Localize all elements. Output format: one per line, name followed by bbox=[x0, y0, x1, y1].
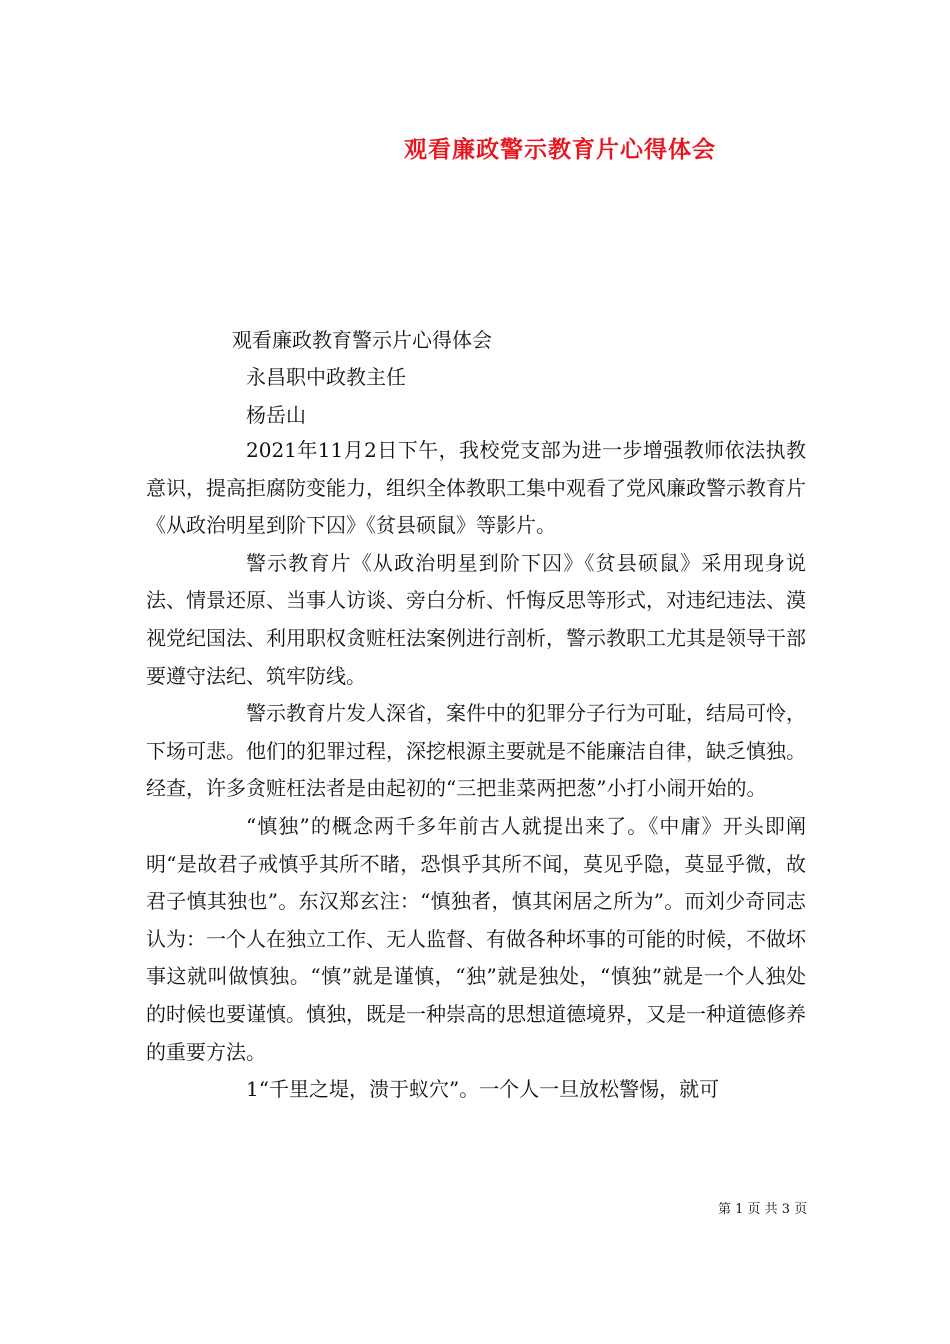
author-name: 杨岳山 bbox=[246, 403, 306, 427]
paragraph: 警示教育片发人深省，案件中的犯罪分子行为可耻，结局可怜，下场可悲。他们的犯罪过程，深挖根源主要就是不能廉洁自律，缺乏慎独。经查，许多贪赃枉法者是由起初的“三把韭菜两把葱”小打小闹开始的。 bbox=[146, 701, 806, 801]
paragraph: 警示教育片《从政治明星到阶下囚》《贫县硕鼠》采用现身说法、情景还原、当事人访谈、旁白分析、忏悔反思等形式，对违纪违法、漠视党纪国法、利用职权贪赃枉法案例进行剖析，警示教职工尤其是领导干部要遵守法纪、筑牢防线。 bbox=[146, 550, 806, 688]
author-position: 永昌职中政教主任 bbox=[246, 365, 406, 389]
paragraph: “慎独”的概念两千多年前古人就提出来了。《中庸》开头即阐明“是故君子戒慎乎其所不睹，恐惧乎其所不闻，莫见乎隐，莫显乎微，故君子慎其独也”。东汉郑玄注：“慎独者，慎其闲居之所为”。而刘少奇同志认为：一个人在独立工作、无人监督、有做各种坏事的可能的时候，不做坏事这就叫做慎独。“慎”就是谨慎，“独”就是独处，“慎独”就是一个人独处的时候也要谨慎。慎独，既是一种崇高的思想道德境界，又是一种道德修养的重要方法。 bbox=[146, 813, 806, 1064]
paragraph: 2021年11月2日下午，我校党支部为进一步增强教师依法执教意识，提高拒腐防变能力，组织全体教职工集中观看了党风廉政警示教育片《从政治明星到阶下囚》《贫县硕鼠》等影片。 bbox=[146, 438, 806, 538]
document-body bbox=[146, 432, 806, 1109]
page-title: 观看廉政警示教育片心得体会 bbox=[404, 136, 716, 163]
page-indicator: 第 1 页 共 3 页 bbox=[718, 1202, 808, 1217]
document-subtitle: 观看廉政教育警示片心得体会 bbox=[232, 328, 492, 352]
paragraph: 1“千里之堤，溃于蚁穴”。一个人一旦放松警惕，就可 bbox=[246, 1077, 720, 1102]
